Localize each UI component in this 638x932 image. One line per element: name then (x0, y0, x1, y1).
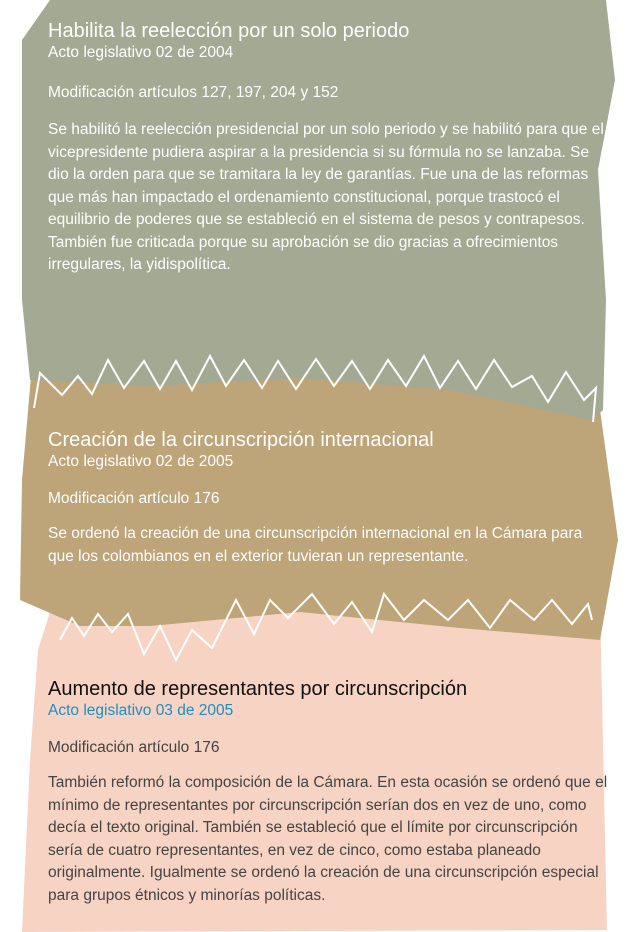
section-aumento-representantes (48, 678, 610, 904)
section-subtitle: Acto legislativo 02 de 2004 (48, 44, 234, 61)
section-title: Aumento de representantes por circunscripción (48, 678, 468, 700)
section-reeleccion (48, 20, 610, 273)
section-title: Habilita la reelección por un solo periodo (48, 20, 410, 42)
section-modification: Modificación artículo 176 (48, 490, 220, 507)
section-body: También reformó la composición de la Cámara. En esta ocasión se ordenó que el mínimo de representantes por circunscripción serían dos en vez de uno, como decía el texto original. También se estableció que el límite por circunscripción sería de cuatro representantes, en vez de cinco, como estaba planeado originalmente. Igualmente se ordenó la creación de una circunscripción especial para grupos étnicos y minorías políticas. (48, 774, 608, 904)
section-title: Creación de la circunscripción internacional (48, 429, 434, 451)
section-subtitle: Acto legislativo 03 de 2005 (48, 702, 234, 719)
section-body: Se habilitó la reelección presidencial por un solo periodo y se habilitó para que el vicepresidente pudiera aspirar a la presidencia si su fórmula no se lanzaba. Se dio la orden para que se tramitara la ley de garantías. Fue una de las reformas que más han impactado el ordenamiento constitucional, porque trastocó el equilibrio de poderes que se estableció en el sistema de pesos y contrapesos. También fue criticada porque su aprobación se dio gracias a ofrecimientos irregulares, la yidispolítica. (48, 121, 604, 273)
section-circunscripcion-internacional (48, 429, 610, 565)
section-subtitle: Acto legislativo 02 de 2005 (48, 453, 234, 470)
section-modification: Modificación artículo 176 (48, 739, 220, 756)
section-modification: Modificación artículos 127, 197, 204 y 152 (48, 84, 339, 101)
section-body: Se ordenó la creación de una circunscripción internacional en la Cámara para que los colombianos en el exterior tuvieran un representante. (48, 525, 583, 565)
